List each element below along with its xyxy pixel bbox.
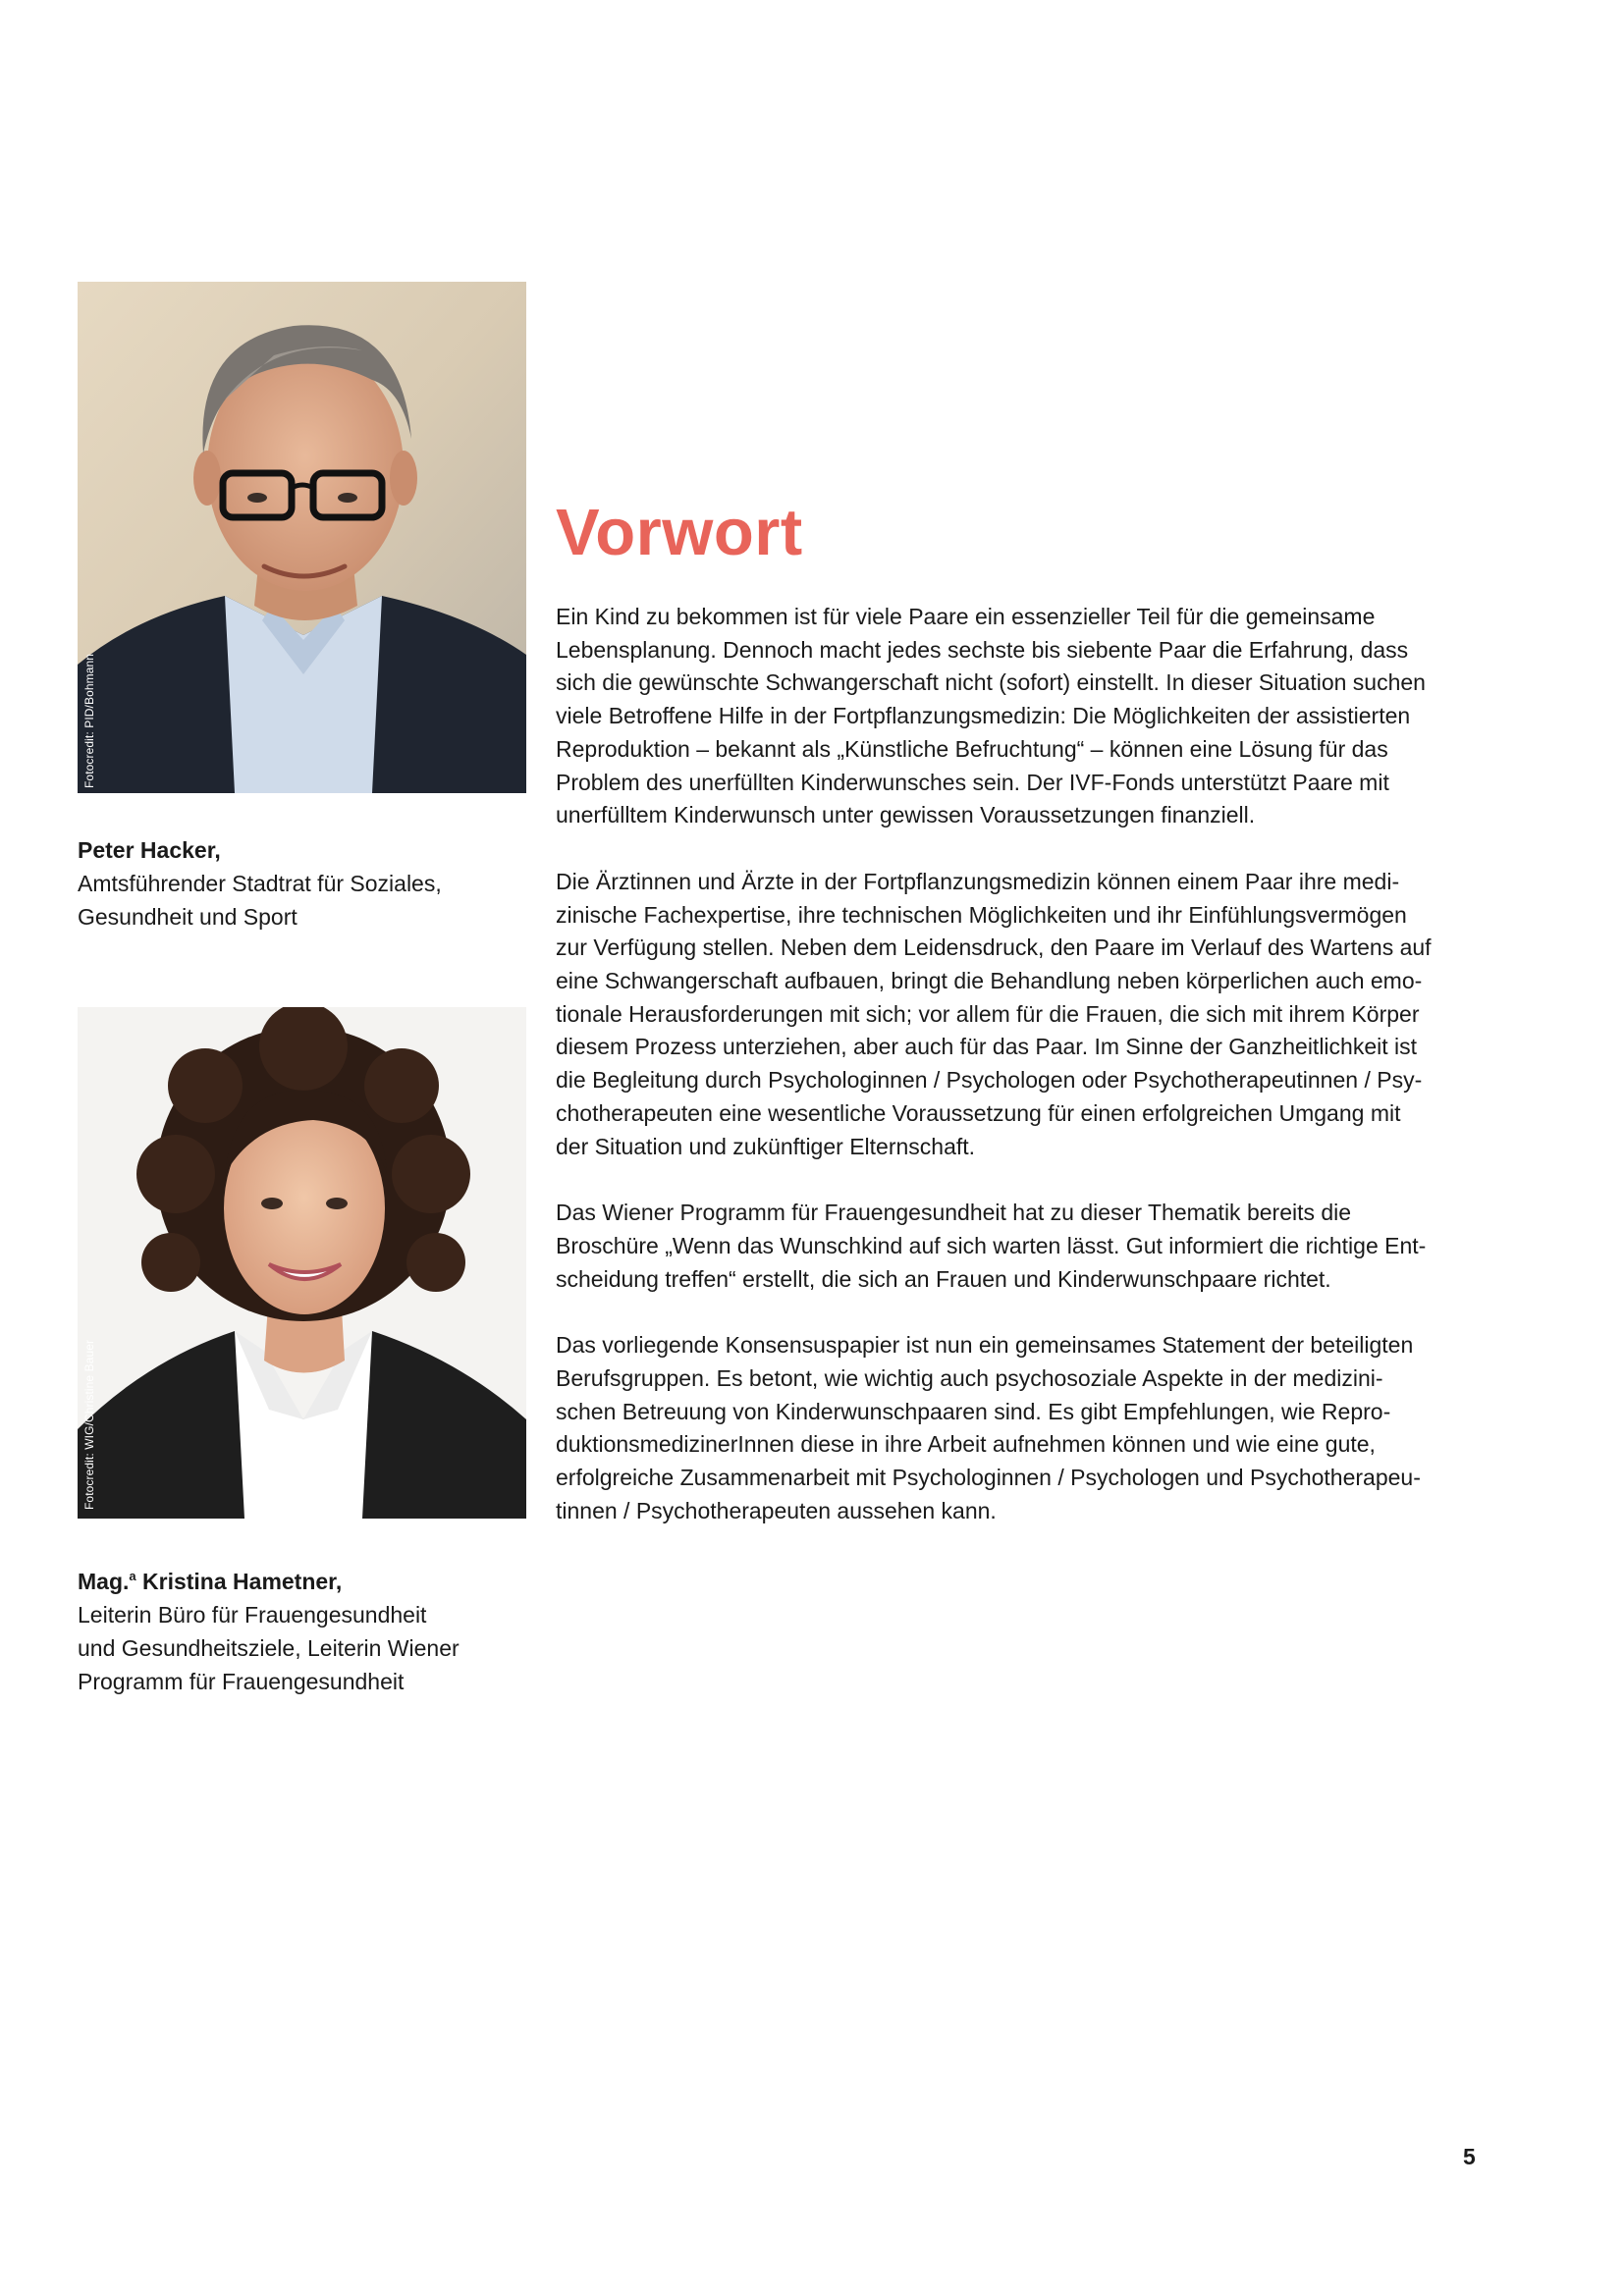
text-line: Broschüre „Wenn das Wunschkind auf sich warten lässt. Gut informiert die richtige Ent- [556, 1232, 1427, 1258]
name-main: Kristina Hametner, [135, 1569, 343, 1594]
text-line: viele Betroffene Hilfe in der Fortpflanzungsmedizin: Die Möglichkeiten der assistierten [556, 703, 1411, 729]
portrait-photo-kristina-hametner [78, 1007, 526, 1519]
person-role-line: Amtsführender Stadtrat für Soziales, [78, 871, 442, 896]
person-role-line: und Gesundheitsziele, Leiterin Wiener [78, 1635, 460, 1661]
text-line: diesem Prozess unterziehen, aber auch für das Paar. Im Sinne der Ganzheitlichkeit ist [556, 1034, 1418, 1060]
person-name [78, 1560, 529, 1598]
photo-credit: Fotocredit: WIG/Christine Bauer [82, 1339, 96, 1510]
paragraph [556, 1197, 1498, 1296]
name-superscript: a [129, 1569, 136, 1583]
text-line: duktionsmedizinerInnen diese in ihre Arbeit aufnehmen können und wie eine gute, [556, 1431, 1376, 1458]
text-line: der Situation und zukünftiger Elternschaft. [556, 1133, 976, 1159]
text-line: chotherapeuten eine wesentliche Voraussetzung für einen erfolgreichen Umgang mit [556, 1099, 1401, 1126]
text-line: tinnen / Psychotherapeuten aussehen kann. [556, 1497, 997, 1523]
paragraph [556, 866, 1498, 1163]
text-line: schen Betreuung von Kinderwunschpaaren sind. Es gibt Empfehlungen, wie Repro- [556, 1398, 1391, 1424]
text-line: Ein Kind zu bekommen ist für viele Paare ein essenzieller Teil für die gemeinsame [556, 604, 1376, 629]
text-line: die Begleitung durch Psychologinnen / Psychologen oder Psychotherapeutinnen / Psy- [556, 1067, 1423, 1094]
person-role-line: Leiterin Büro für Frauengesundheit [78, 1602, 427, 1628]
portrait-photo-peter-hacker [78, 282, 526, 793]
text-line: zur Verfügung stellen. Neben dem Leidensdruck, den Paare im Verlauf des Wartens auf [556, 934, 1432, 961]
text-line: scheidung treffen“ erstellt, die sich an Frauen und Kinderwunschpaare richtet. [556, 1265, 1331, 1292]
person-caption-peter-hacker [78, 833, 529, 934]
paragraph [556, 1329, 1498, 1527]
text-line: zinische Fachexpertise, ihre technischen Möglichkeiten und ihr Einfühlungsvermögen [556, 901, 1407, 928]
person-role-line: Gesundheit und Sport [78, 904, 298, 930]
person-name: Peter Hacker, [78, 837, 221, 863]
text-line: unerfülltem Kinderwunsch unter gewissen Voraussetzungen finanziell. [556, 802, 1256, 828]
text-line: sich die gewünschte Schwangerschaft nicht (sofort) einstellt. In dieser Situation suchen [556, 669, 1426, 696]
text-line: Das Wiener Programm für Frauengesundheit hat zu dieser Thematik bereits die [556, 1200, 1352, 1226]
text-line: Die Ärztinnen und Ärzte in der Fortpflanzungsmedizin können einem Paar ihre medi- [556, 868, 1400, 894]
text-line: Lebensplanung. Dennoch macht jedes sechste bis siebente Paar die Erfahrung, dass [556, 636, 1409, 663]
name-prefix: Mag. [78, 1569, 130, 1594]
text-line: Berufsgruppen. Es betont, wie wichtig auch psychosoziale Aspekte in der medizini- [556, 1365, 1383, 1392]
text-line: erfolgreiche Zusammenarbeit mit Psychologinnen / Psychologen und Psychotherapeu- [556, 1465, 1421, 1491]
text-line: tionale Herausforderungen mit sich; vor allem für die Frauen, die sich mit ihrem Körper [556, 1000, 1420, 1027]
paragraph [556, 601, 1498, 832]
photo-credit: Fotocredit: PID/Bohmann [82, 653, 96, 788]
text-line: eine Schwangerschaft aufbauen, bringt die Behandlung neben körperlichen auch emo- [556, 968, 1423, 994]
person-role-line: Programm für Frauengesundheit [78, 1669, 405, 1694]
foreword-text [556, 601, 1498, 1562]
page-number: 5 [1463, 2144, 1476, 2169]
page-title: Vorwort [556, 496, 803, 569]
text-line: Reproduktion – bekannt als „Künstliche Befruchtung“ – können eine Lösung für das [556, 735, 1388, 762]
text-line: Das vorliegende Konsensuspapier ist nun ein gemeinsames Statement der beteiligten [556, 1332, 1414, 1359]
text-line: Problem des unerfüllten Kinderwunsches sein. Der IVF-Fonds unterstützt Paare mit [556, 769, 1389, 795]
person-caption-kristina-hametner [78, 1560, 529, 1698]
